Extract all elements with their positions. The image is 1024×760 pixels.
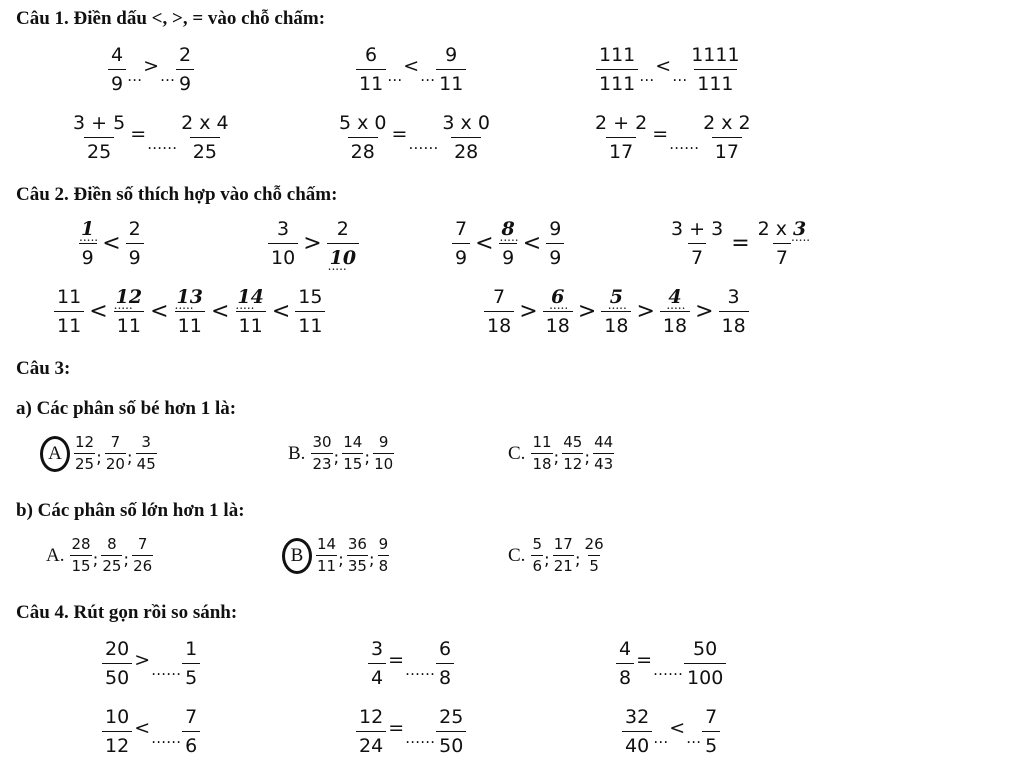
q1-title: Câu 1. Điền dấu <, >, = vào chỗ chấm:	[16, 8, 326, 29]
fraction: $\frac{2 + 2}{17}$	[595, 112, 648, 163]
q4-item-6	[622, 706, 720, 757]
fraction: $\frac{7}{20}$	[105, 433, 125, 473]
fraction: $\frac{6 .....}{18}$	[543, 286, 573, 337]
fraction: $\frac{14}{15}$	[343, 433, 363, 473]
fraction: $\frac{20}{50}$	[102, 638, 132, 689]
q3a-option-c[interactable]: C. $\frac{11}{18}$ ; $\frac{45}{12}$ ; $\frac{44}{43}$	[508, 433, 614, 473]
answer-dots: = ……	[636, 648, 684, 679]
q4-item-4	[102, 706, 200, 757]
q3b-option-c[interactable]: C. $\frac{5}{6}$ ; $\frac{17}{21}$ ; $\frac{26}{5}$	[508, 535, 604, 575]
fraction: $\frac{3 + 3}{7}$	[671, 218, 724, 269]
fraction: $\frac{26}{5}$	[584, 535, 604, 575]
answer-dots: = ……	[130, 122, 178, 153]
q1-item-1	[108, 44, 194, 95]
fraction: $\frac{25}{50}$	[436, 706, 466, 757]
fraction: $\frac{12}{25}$	[75, 433, 95, 473]
fraction: $\frac{4}{8}$	[616, 638, 634, 689]
fraction: $\frac{4}{9}$	[108, 44, 126, 95]
fraction: $\frac{111}{111}$	[596, 44, 638, 95]
fraction: $\frac{36}{35}$	[347, 535, 367, 575]
fraction: $\frac{3}{4}$	[368, 638, 386, 689]
fraction: $\frac{2}{9}$	[176, 44, 194, 95]
fraction: $\frac{28}{15}$	[71, 535, 91, 575]
q2-item-c: $\frac{7}{9}$ < $\frac{8 .....}{9}$ < $\frac{9}{9}$	[452, 218, 564, 269]
fraction: $\frac{45}{12}$	[563, 433, 583, 473]
fraction: $\frac{10}{12}$	[102, 706, 132, 757]
fraction: $\frac{7}{5}$	[702, 706, 720, 757]
answer-dots: < ……	[134, 716, 182, 747]
fraction: $\frac{2 x 2}{17}$	[703, 112, 751, 163]
selected-answer-circle: B	[282, 538, 312, 574]
q3-title: Câu 3:	[16, 358, 71, 379]
q3b-title: b) Các phân số lớn hơn 1 là:	[16, 500, 245, 521]
fraction: $\frac{14 .....}{11}$	[234, 286, 266, 337]
fraction: $\frac{5 x 0}{28}$	[339, 112, 387, 163]
q3b-option-b[interactable]: B $\frac{14}{11}$ ; $\frac{36}{35}$ ; $\frac{9}{8}$	[282, 536, 389, 575]
fraction: $\frac{7}{26}$	[133, 535, 153, 575]
q4-item-3	[616, 638, 726, 689]
fraction: $\frac{15}{11}$	[295, 286, 325, 337]
q4-item-1	[102, 638, 200, 689]
q2-item-d: $\frac{3 + 3}{7}$ = $\frac{2 x 3 .....}{7}$	[668, 218, 809, 269]
fraction: $\frac{3 + 5}{25}$	[73, 112, 126, 163]
fraction: $\frac{8}{25}$	[102, 535, 122, 575]
answer-dots: > ……	[134, 648, 182, 679]
fraction: $\frac{50}{100}$	[684, 638, 726, 689]
fraction: $\frac{2 x 4}{25}$	[181, 112, 229, 163]
q1-item-4	[70, 112, 232, 163]
fraction: $\frac{12 .....}{11}$	[113, 286, 145, 337]
fraction: $\frac{7}{6}$	[182, 706, 200, 757]
fraction: $\frac{1}{5}$	[182, 638, 200, 689]
q4-title: Câu 4. Rút gọn rồi so sánh:	[16, 602, 238, 623]
fraction: $\frac{6}{8}$	[436, 638, 454, 689]
fraction: $\frac{1111}{111}$	[691, 44, 740, 95]
fraction: $\frac{9}{9}$	[546, 218, 564, 269]
fraction: $\frac{12}{24}$	[356, 706, 386, 757]
fraction: $\frac{2}{9}$	[126, 218, 144, 269]
answer-dots: = ……	[391, 122, 439, 153]
fraction: $\frac{9}{8}$	[378, 535, 389, 575]
fraction: $\frac{11}{18}$	[532, 433, 552, 473]
fraction: $\frac{9}{10}$	[374, 433, 394, 473]
fraction: $\frac{7}{18}$	[484, 286, 514, 337]
fraction: $\frac{17}{21}$	[553, 535, 573, 575]
q4-item-2	[368, 638, 454, 689]
fraction: $\frac{3 x 0}{28}$	[442, 112, 490, 163]
q2-item-f: $\frac{7}{18}$ > $\frac{6 .....}{18}$ > $\frac{5 .....}{18}$ > $\frac{4 .....}{18}$ > $\frac{3}{18}$	[484, 286, 749, 337]
fraction: $\frac{30}{23}$	[312, 433, 332, 473]
fraction: $\frac{7}{9}$	[452, 218, 470, 269]
fraction: $\frac{6}{11}$	[356, 44, 386, 95]
answer-dots: … < …	[639, 54, 688, 85]
fraction: $\frac{44}{43}$	[594, 433, 614, 473]
selected-answer-circle: A	[40, 436, 70, 472]
q3a-option-b[interactable]: B. $\frac{30}{23}$ ; $\frac{14}{15}$ ; $\frac{9}{10}$	[288, 433, 394, 473]
q1-item-5	[336, 112, 493, 163]
fraction: $\frac{11}{11}$	[54, 286, 84, 337]
fraction: $\frac{5}{6}$	[532, 535, 542, 575]
fraction: $\frac{14}{11}$	[317, 535, 337, 575]
q3a-option-a[interactable]: A $\frac{12}{25}$ ; $\frac{7}{20}$ ; $\frac{3}{45}$	[40, 434, 157, 473]
fraction: $\frac{5 .....}{18}$	[601, 286, 631, 337]
q2-item-b: $\frac{3}{10}$ > $\frac{2}{10}$ .....	[268, 218, 359, 269]
q2-item-e: $\frac{11}{11}$ < $\frac{12 .....}{11}$ < $\frac{13 .....}{11}$ < $\frac{14 .....}{11}$ < $\frac{15}{11}$	[54, 286, 325, 337]
fraction: $\frac{3}{45}$	[136, 433, 156, 473]
q2-item-a: $\frac{1 .....}{9}$ < $\frac{2}{9}$	[78, 218, 144, 269]
fraction: $\frac{3}{18}$	[719, 286, 749, 337]
q2-title: Câu 2. Điền số thích hợp vào chỗ chấm:	[16, 184, 338, 205]
fraction: $\frac{9}{11}$	[436, 44, 466, 95]
fraction: $\frac{8 .....}{9}$	[499, 218, 518, 269]
fraction: $\frac{2 x 3 .....}{7}$	[755, 218, 810, 269]
answer-dots: … > …	[127, 54, 176, 85]
answer-dots: … < …	[653, 716, 702, 747]
q3a-title: a) Các phân số bé hơn 1 là:	[16, 398, 237, 419]
q4-item-5	[356, 706, 466, 757]
answer-dots: = ……	[652, 122, 700, 153]
fraction: $\frac{3}{10}$	[268, 218, 298, 269]
fraction: $\frac{4 .....}{18}$	[660, 286, 690, 337]
fraction: $\frac{1 .....}{9}$	[78, 218, 97, 269]
answer-dots: = ……	[388, 648, 436, 679]
fraction: $\frac{2}{10}$ .....	[327, 218, 359, 269]
q3b-option-a[interactable]: A. $\frac{28}{15}$ ; $\frac{8}{25}$ ; $\frac{7}{26}$	[46, 535, 153, 575]
answer-dots: = ……	[388, 716, 436, 747]
q1-item-6	[592, 112, 754, 163]
q1-item-3	[596, 44, 743, 95]
q1-item-2	[356, 44, 466, 95]
fraction: $\frac{13 .....}{11}$	[174, 286, 206, 337]
answer-dots: … < …	[387, 54, 436, 85]
fraction: $\frac{32}{40}$	[622, 706, 652, 757]
